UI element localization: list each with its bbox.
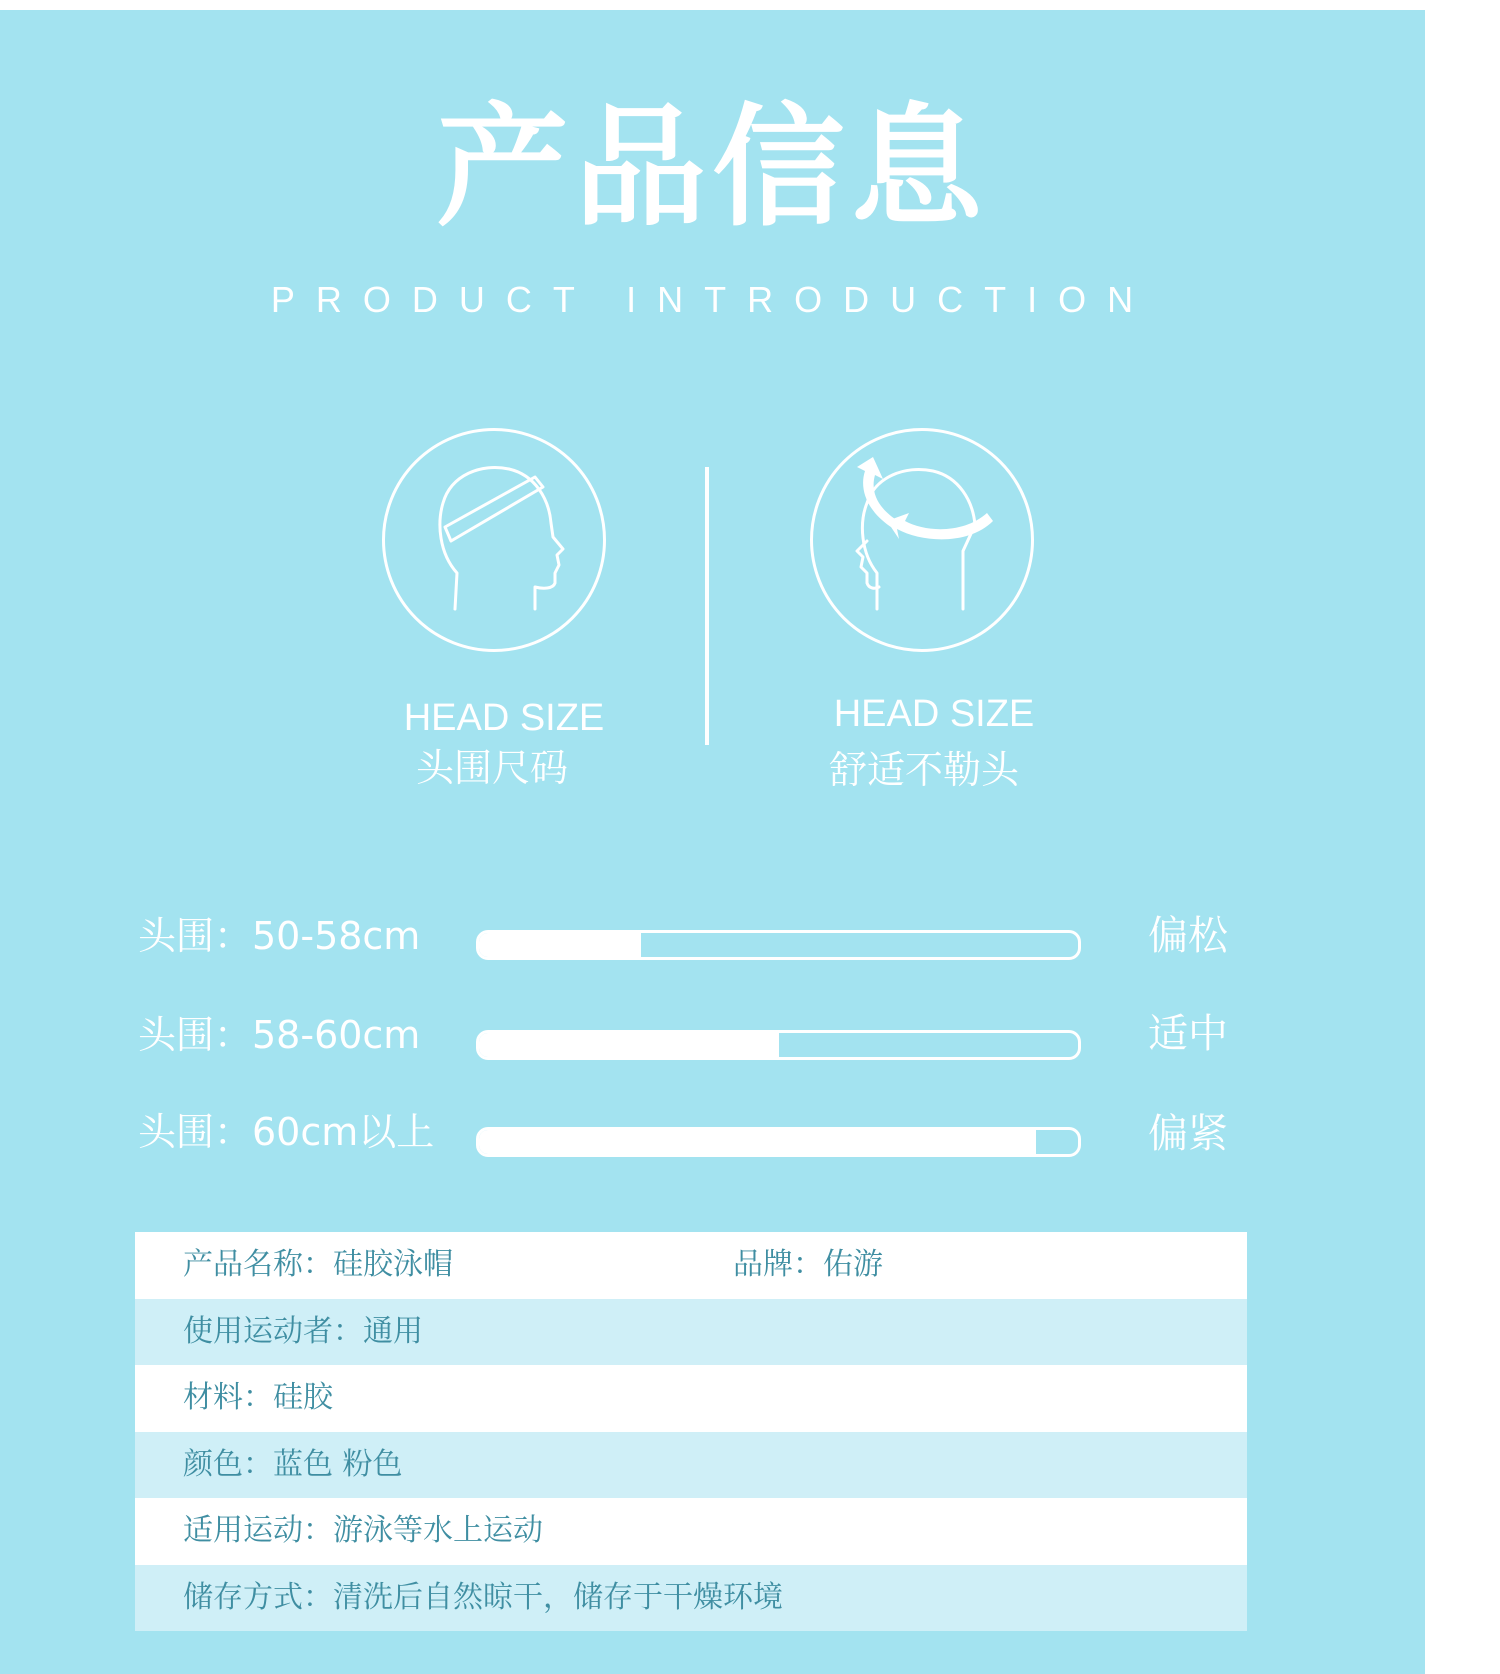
product-info-panel	[0, 10, 1425, 1674]
spec-row	[135, 1232, 1247, 1299]
size-bar-fill-1	[479, 933, 641, 957]
size-bar-fill-3	[479, 1130, 1036, 1154]
spec-row	[135, 1498, 1247, 1565]
feature-1-subtitle: 头围尺码	[415, 746, 568, 790]
spec-material: 材料：硅胶	[183, 1380, 333, 1415]
spec-storage: 储存方式：清洗后自然晾干，储存于干燥环境	[183, 1579, 783, 1615]
spec-row	[135, 1432, 1247, 1499]
size-label-2: 头围：58-60cm	[138, 1013, 421, 1057]
size-bar-2	[476, 1030, 1081, 1060]
spec-users: 使用运动者：通用	[183, 1313, 423, 1349]
spec-color: 颜色：蓝色 粉色	[183, 1446, 403, 1482]
fit-label-3: 偏紧	[1148, 1111, 1228, 1157]
page-title: 产品信息	[436, 91, 989, 245]
head-rotate-icon	[810, 428, 1034, 652]
feature-2-subtitle: 舒适不勒头	[828, 748, 1019, 792]
fit-label-2: 适中	[1148, 1011, 1228, 1057]
page-subtitle: PRODUCT INTRODUCTION	[270, 279, 1155, 320]
spec-row	[135, 1365, 1247, 1432]
size-label-1: 头围：50-58cm	[138, 914, 421, 958]
feature-1-title: HEAD SIZE	[403, 697, 605, 739]
head-band-icon	[382, 428, 606, 652]
feature-divider	[705, 467, 709, 745]
feature-2-title: HEAD SIZE	[833, 693, 1035, 735]
spec-sport: 适用运动：游泳等水上运动	[183, 1513, 543, 1548]
spec-brand: 品牌：佑游	[733, 1247, 883, 1282]
size-bar-3	[476, 1127, 1081, 1157]
size-bar-fill-2	[479, 1033, 779, 1057]
size-bar-1	[476, 930, 1081, 960]
size-label-3: 头围：60cm以上	[138, 1110, 435, 1154]
spec-product-name: 产品名称：硅胶泳帽	[183, 1247, 453, 1282]
spec-row	[135, 1299, 1247, 1366]
spec-table	[135, 1232, 1247, 1631]
fit-label-1: 偏松	[1148, 913, 1228, 959]
spec-row	[135, 1565, 1247, 1632]
